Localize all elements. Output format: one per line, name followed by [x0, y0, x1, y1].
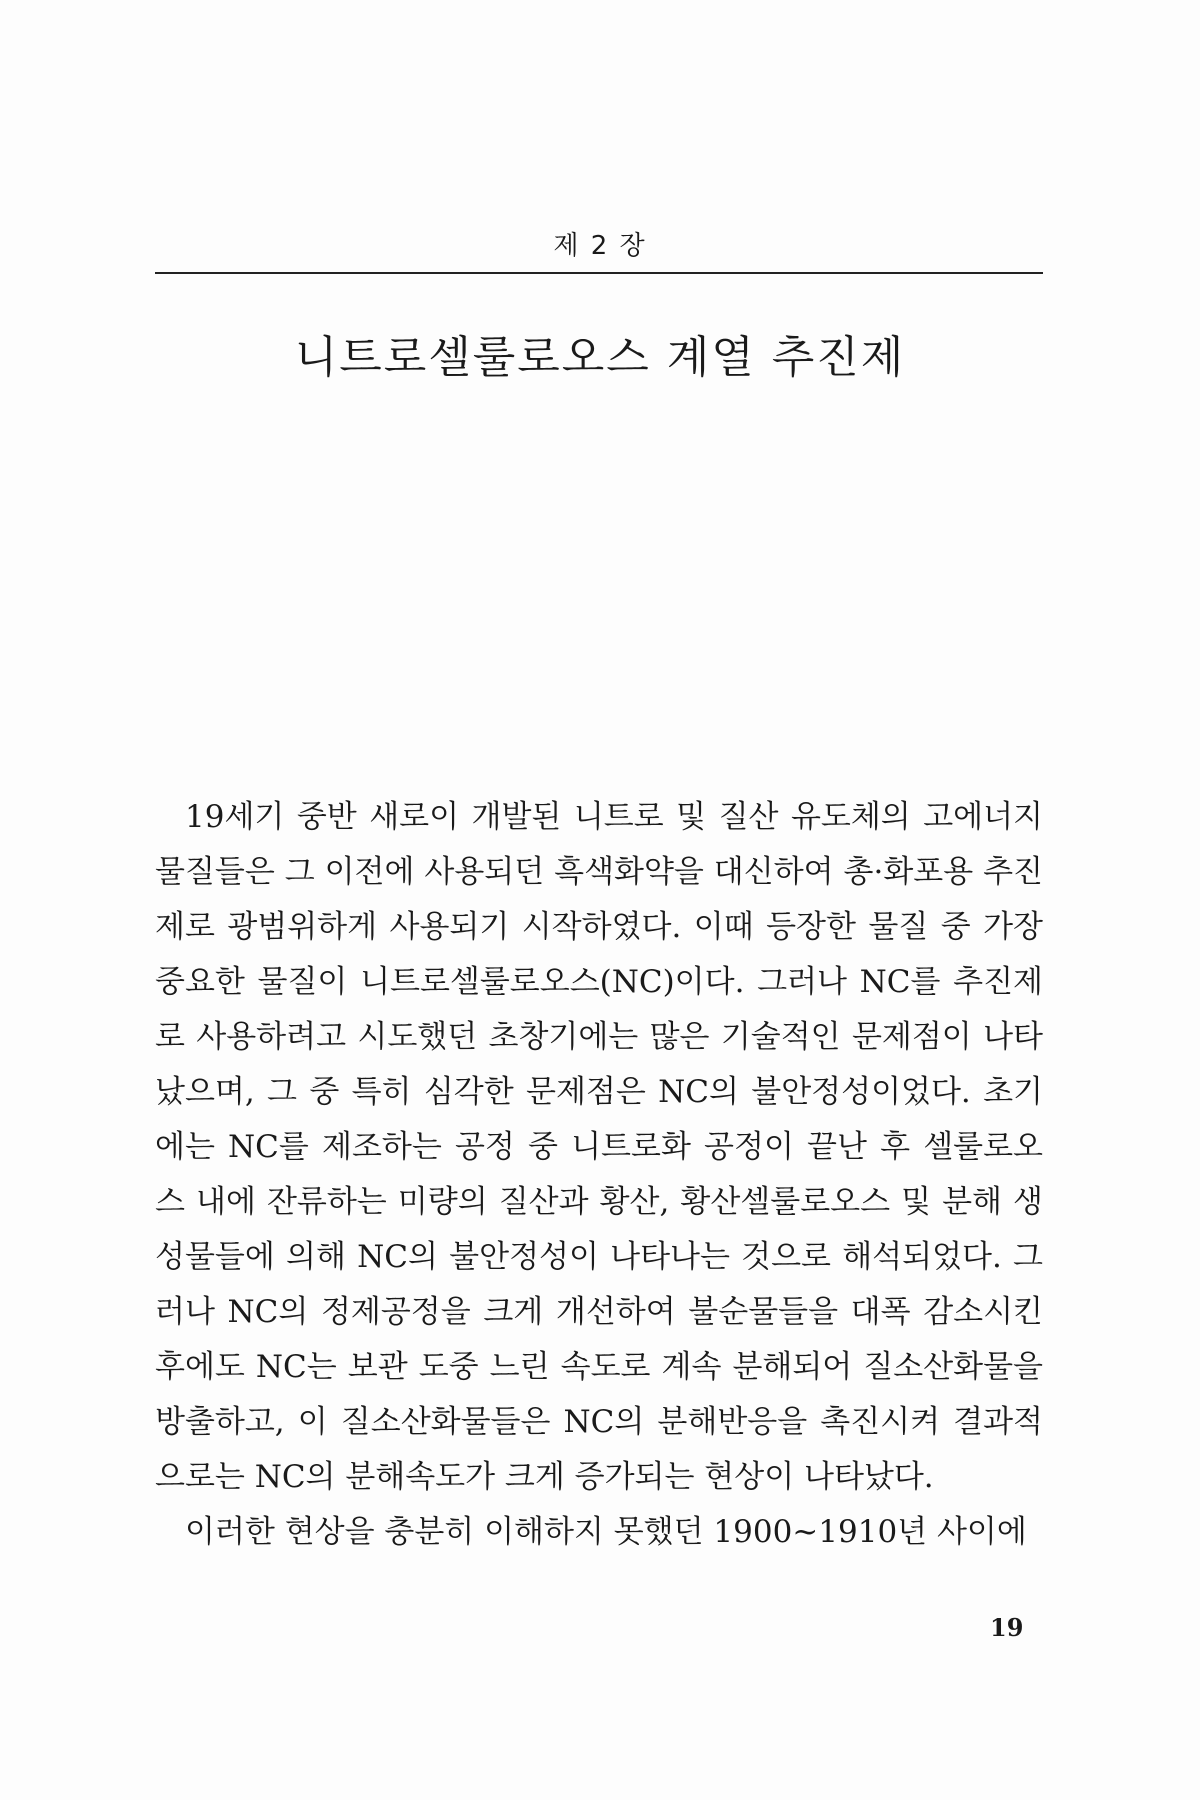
paragraph: 19세기 중반 새로이 개발된 니트로 및 질산 유도체의 고에너지 물질들은 그 이전에 사용되던 흑색화약을 대신하여 총·화포용 추진제로 광범위하게 사용되기 시작하였다. 이때 등장한 물질 중 가장 중요한 물질이 니트로셀룰로오스(NC)이다. 그러나 NC를 추진제로 사용하려고 시도했던 초창기에는 많은 기술적인 문제점이 나타났으며, 그 중 특히 심각한 문제점은 NC의 불안정성이었다. 초기에는 NC를 제조하는 공정 중 니트로화 공정이 끝난 후 셀룰로오스 내에 잔류하는 미량의 질산과 황산, 황산셀룰로오스 및 분해 생성물들에 의해 NC의 불안정성이 나타나는 것으로 해석되었다. 그러나 NC의 정제공정을 크게 개선하여 불순물들을 대폭 감소시킨 후에도 NC는 보관 도중 느린 속도로 계속 분해되어 질소산화물을 방출하고, 이 질소산화물들은 NC의 분해반응을 촉진시켜 결과적으로는 NC의 분해속도가 크게 증가되는 현상이 나타났다.: [155, 799, 1043, 1495]
chapter-label: 제 2 장: [553, 231, 647, 261]
paragraph: 이러한 현상을 충분히 이해하지 못했던 1900~1910년 사이에: [185, 1514, 1027, 1550]
page-number: 19: [990, 1613, 1024, 1642]
body-text: [155, 790, 1043, 1560]
chapter-divider: [155, 272, 1043, 274]
chapter-title: 니트로셀룰로오스 계열 추진제: [294, 332, 906, 384]
